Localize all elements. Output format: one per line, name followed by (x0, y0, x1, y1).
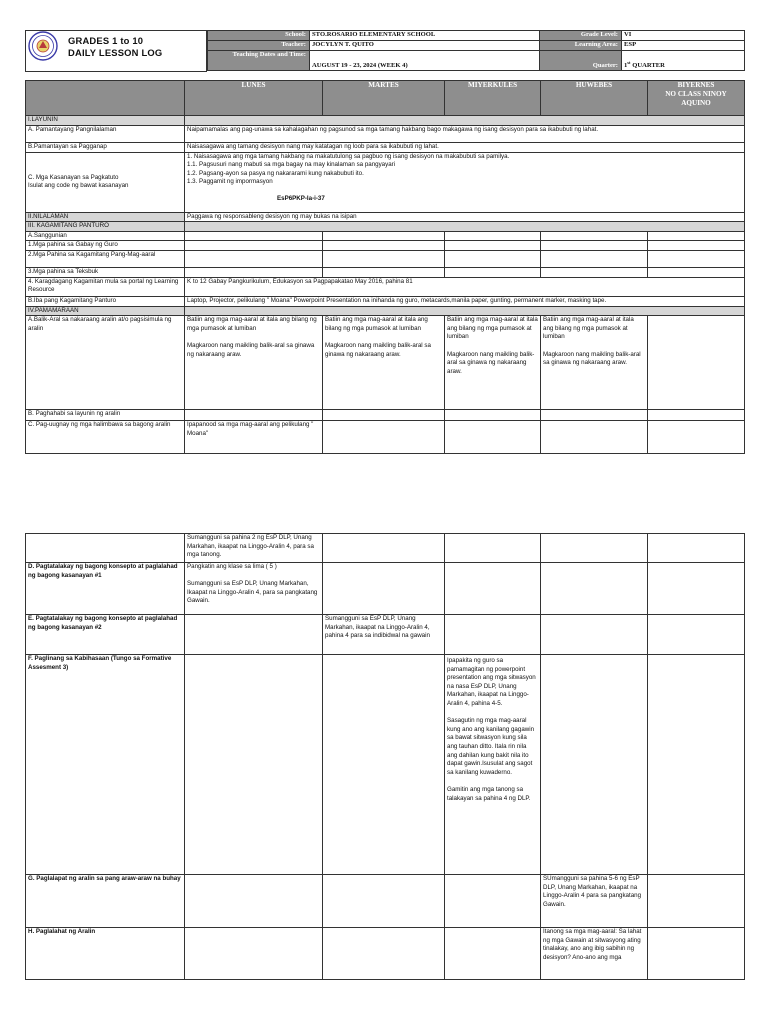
teacher-value: JOCYLYN T. QUITO (310, 41, 540, 51)
cell (26, 534, 185, 563)
section-nilalaman: II.NILALAMAN (26, 212, 185, 222)
paglinang-miyerkules: Ipapakita ng guro sa pamamagitan ng powerpoint presentation ang mga sitwasyon na nasa EsP DLP, Unang Markahan, ikaapat na Linggo-Aralin 4, pahina 4-5. Sasagutin ng mga mag-aaral kung ano ang kanilang gagawin sa bawat sitwasyon kung sila ang tauhan ditto. Itala rin nila ang dahilan kung bakit nila ito dapat gawin.Isusulat ang sagot sa kanilang kuwaderno. Gamitin ang mga tanong sa talakayan sa pahina 4 ng DLP. (445, 655, 541, 875)
nilalaman-text: Paggawa ng responsableng desisyon ng may bukas na isipan (185, 212, 745, 222)
quarter-sup: st (627, 59, 631, 65)
row-label-sanggunian: A.Sanggunian (26, 231, 185, 241)
balik-aral-miyerkules: Batiin ang mga mag-aaral at itala ang bilang ng mga pumasok at lumiban Magkaroon nang maikling balik-aral sa ginawa ng nakaraang araw. (445, 316, 541, 410)
row-label-paghahabi: B. Paghahabi sa layunin ng aralin (26, 410, 185, 421)
quarter-value (622, 51, 745, 71)
title-line-2: DAILY LESSON LOG (68, 46, 163, 58)
cell (323, 250, 445, 267)
cell (445, 928, 541, 980)
cell (323, 231, 445, 241)
cell (323, 241, 445, 251)
row-label-kagamitang-pang-mag-aaral: 2.Mga Pahina sa Kagamitang Pang-Mag-aaral (26, 250, 185, 267)
section-pamamaraan-fill (185, 306, 745, 316)
kasanayan-code: EsP6PKP-Ia-i-37 (277, 194, 325, 202)
cell (185, 655, 323, 875)
row-label-karagdagang-kagamitan: 4. Karagdagang Kagamitan mula sa portal ng Learning Resource (26, 277, 185, 296)
school-label: School: (208, 31, 310, 41)
school-value: STO.ROSARIO ELEMENTARY SCHOOL (310, 31, 540, 41)
quarter-num: 1 (624, 62, 628, 69)
title-line-1: GRADES 1 to 10 (68, 35, 144, 46)
cell (185, 875, 323, 928)
cell (323, 534, 445, 563)
document-title (68, 35, 162, 58)
quarter-label: Quarter: (540, 51, 622, 71)
cell (541, 250, 648, 267)
row-label-teksbuk: 3.Mga pahina sa Teksbuk (26, 267, 185, 277)
grade-value: VI (622, 31, 745, 41)
cell (648, 421, 745, 454)
pagtatalakay-1-lunes: Pangkatin ang klase sa lima ( 5 ) Sumangguni sa EsP DLP, Unang Markahan, Ikaapat na Linggo-Aralin 4, para sa pangkatang Gawain. (185, 563, 323, 615)
kasanayan-cell (185, 152, 745, 212)
cell (648, 615, 745, 655)
cell (445, 534, 541, 563)
section-kagamitan: III. KAGAMITANG PANTURO (26, 222, 185, 232)
cell (185, 615, 323, 655)
cell (323, 875, 445, 928)
cell (541, 231, 648, 241)
row-label-pagtatalakay-1: D. Pagtatalakay ng bagong konsepto at paglalahad ng bagong kasanayan #1 (26, 563, 185, 615)
continuation-lunes: Sumangguni sa pahina 2 ng EsP DLP, Unang Markahan, ikaapat na Linggo-Aralin 4, para sa mga tanong. (185, 534, 323, 563)
balik-aral-huwebes: Batiin ang mga mag-aaral at itala ang bilang ng mga pumasok at lumiban Magkaroon nang maikling balik-aral sa ginawa ng nakaraang araw. (541, 316, 648, 410)
cell (185, 267, 323, 277)
day-header-huwebes: HUWEBES (541, 81, 648, 116)
lesson-log-table-page2 (25, 533, 745, 980)
cell (648, 231, 745, 241)
paglalahat-huwebes: Itanong sa mga mag-aaral: Sa lahat ng mga Gawain at sitwasyong ating tinalakay, ano ang ibig sabihin ng desisyon? Ano-ano ang mga (541, 928, 648, 980)
cell (541, 410, 648, 421)
cell (185, 241, 323, 251)
day-header-martes: MARTES (323, 81, 445, 116)
cell (648, 241, 745, 251)
cell (445, 421, 541, 454)
cell (648, 534, 745, 563)
iba-pang-kagamitan-text: Laptop, Projector, pelikulang " Moana" Powerpoint Presentation na inihanda ng guro, metacards,manila paper, gunting, permanent marker, masking tape. (185, 296, 745, 306)
row-label-pamantayan-pagganap: B.Pamantayan sa Pagganap (26, 142, 185, 152)
cell (445, 250, 541, 267)
cell (323, 410, 445, 421)
cell (541, 421, 648, 454)
paglalapat-huwebes: SUmangguni sa pahina 5-6 ng EsP DLP, Unang Markahan, ikaapat na Linggo-Aralin 4 para sa pangkatang Gawain. (541, 875, 648, 928)
cell (541, 655, 648, 875)
row-label-balik-aral: A.Balik-Aral sa nakaraang aralin at/o pagsisimula ng aralin (26, 316, 185, 410)
row-label-paglalahat: H. Paglalahat ng Aralin (26, 928, 185, 980)
lesson-log-table-page1 (25, 80, 745, 454)
row-label-pagtatalakay-2: E. Pagtatalakay ng bagong konsepto at paglalahad ng bagong kasanayan #2 (26, 615, 185, 655)
kasanayan-text: 1. Naisasagawa ang mga tamang hakbang na makatutulong sa pagbuo ng isang desisyon na makabubuti sa pamilya. 1.1. Pagsusuri nang mabuti sa mga bagay na may kinalaman sa pangyayari 1.2. Pagsang-ayon sa pasya ng nakararami kung nakabubuti ito. 1.3. Paggamit ng impormasyon (187, 152, 510, 186)
pagtatalakay-2-martes: Sumangguni sa EsP DLP, Unang Markahan, ikaapat na Linggo-Aralin 4, pahina 4 para sa indibidwal na gawain (323, 615, 445, 655)
cell (648, 875, 745, 928)
cell (648, 563, 745, 615)
cell (648, 928, 745, 980)
cell (541, 615, 648, 655)
cell (445, 615, 541, 655)
cell (541, 241, 648, 251)
cell (185, 928, 323, 980)
deped-seal-icon (28, 31, 58, 61)
cell (648, 267, 745, 277)
row-label-paglinang: F. Paglinang sa Kabihasaan (Tungo sa Formative Assesment 3) (26, 655, 185, 875)
balik-aral-lunes: Batiin ang mga mag-aaral at itala ang bilang ng mga pumasok at lumiban Magkaroon nang maikling balik-aral sa ginawa ng nakaraang araw. (185, 316, 323, 410)
section-layunin: I.LAYUNIN (26, 116, 185, 126)
teacher-label: Teacher: (208, 41, 310, 51)
cell (648, 655, 745, 875)
cell (323, 563, 445, 615)
cell (445, 241, 541, 251)
cell (445, 875, 541, 928)
pamantayan-pagganap-text: Naisasagawa ang tamang desisyon nang may katatagan ng loob para sa ikabubuti ng lahat. (185, 142, 745, 152)
cell (445, 267, 541, 277)
quarter-rest: QUARTER (630, 62, 665, 69)
karagdagang-kagamitan-text: K to 12 Gabay Pangkurikulum, Edukasyon sa Pagpapakatao May 2016, pahina 81 (185, 277, 745, 296)
row-label-paglalapat: G. Paglalapat ng aralin sa pang araw-araw na buhay (26, 875, 185, 928)
area-value: ESP (622, 41, 745, 51)
cell (323, 267, 445, 277)
cell (445, 563, 541, 615)
row-label-gabay-guro: 1.Mga pahina sa Gabay ng Guro (26, 241, 185, 251)
cell (323, 928, 445, 980)
cell (541, 534, 648, 563)
section-kagamitan-fill (185, 222, 745, 232)
cell (648, 410, 745, 421)
cell (648, 250, 745, 267)
grade-label: Grade Level: (540, 31, 622, 41)
day-header-lunes: LUNES (185, 81, 323, 116)
cell (185, 250, 323, 267)
cell (185, 231, 323, 241)
cell (323, 655, 445, 875)
row-label-iba-pang-kagamitan: B.Iba pang Kagamitang Panturo (26, 296, 185, 306)
pag-uugnay-lunes: Ipapanood sa mga mag-aaral ang pelikulang " Moana" (185, 421, 323, 454)
section-pamamaraan: IV.PAMAMARAAN (26, 306, 185, 316)
day-header-biyernes: BIYERNES NO CLASS NINOY AQUINO (648, 81, 745, 116)
header-info-table (207, 30, 745, 71)
row-label-pag-uugnay: C. Pag-uugnay ng mga halimbawa sa bagong aralin (26, 421, 185, 454)
balik-aral-martes: Batiin ang mga mag-aaral at itala ang bilang ng mga pumasok at lumiban Magkaroon nang maikling balik-aral sa ginawa ng nakaraang araw. (323, 316, 445, 410)
dates-label: Teaching Dates and Time: (208, 51, 310, 71)
row-label-kasanayan: C. Mga Kasanayan sa Pagkatuto Isulat ang code ng bawat kasanayan (26, 152, 185, 212)
cell (185, 410, 323, 421)
balik-aral-biyernes (648, 316, 745, 410)
area-label: Learning Area: (540, 41, 622, 51)
section-layunin-fill (185, 116, 745, 126)
pamantayang-pangnilalaman-text: Naipamamalas ang pag-unawa sa kahalagahan ng pagsunod sa mga tamang hakbang bago makagawa ng isang desisyon para sa ikabubuti ng lahat. (185, 125, 745, 142)
day-header-miyerkules: MIYERKULES (445, 81, 541, 116)
dates-value: AUGUST 19 - 23, 2024 (WEEK 4) (310, 51, 540, 71)
cell (323, 421, 445, 454)
corner-cell (26, 81, 185, 116)
cell (541, 563, 648, 615)
cell (445, 410, 541, 421)
cell (541, 267, 648, 277)
cell (445, 231, 541, 241)
row-label-pamantayang-pangnilalaman: A. Pamantayang Pangnilalaman (26, 125, 185, 142)
